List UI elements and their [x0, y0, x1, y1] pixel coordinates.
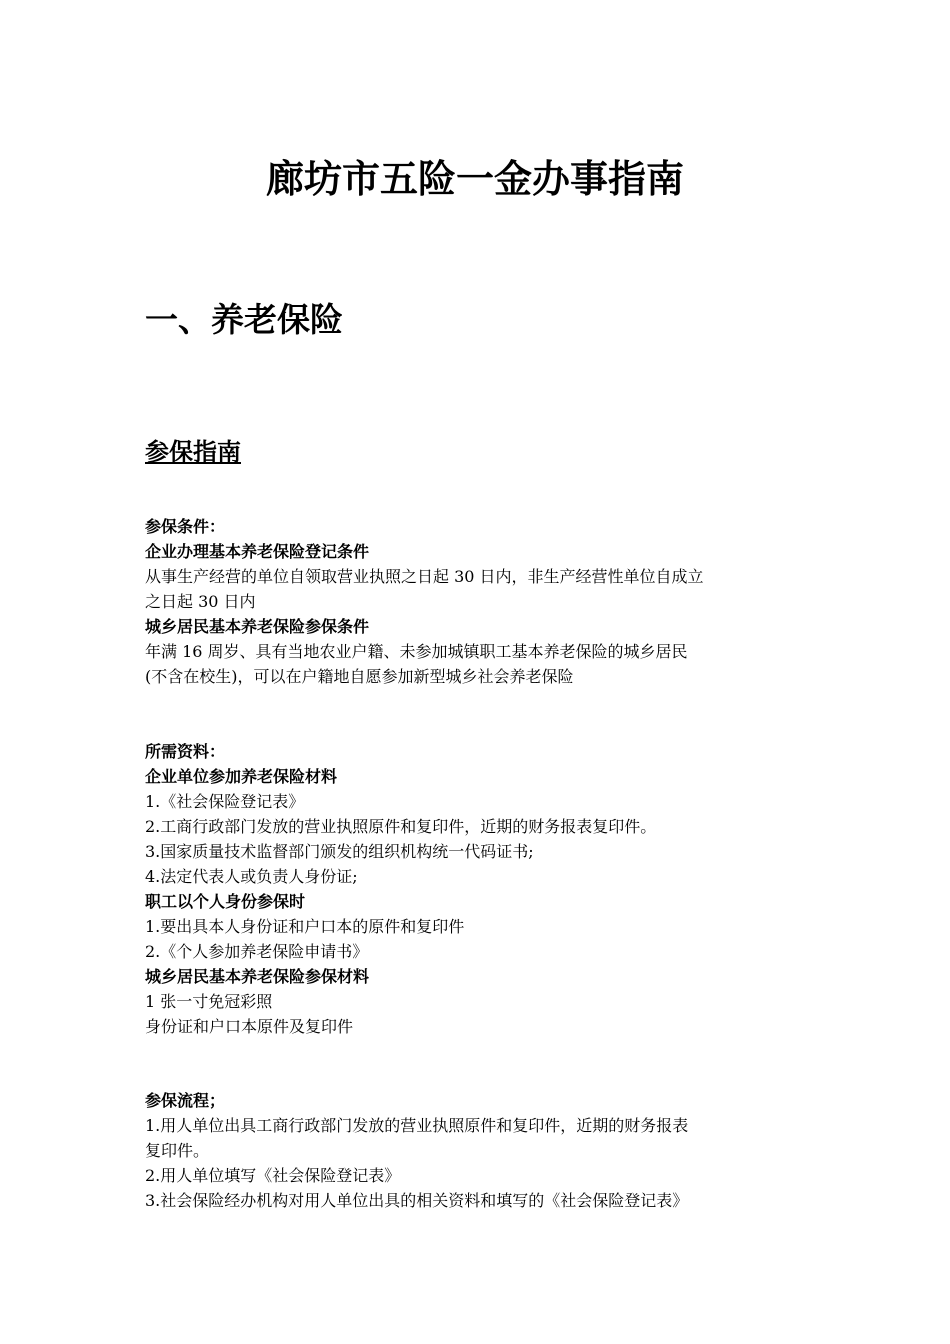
- resident-material-item: 身份证和户口本原件及复印件: [145, 1017, 354, 1036]
- resident-conditions-heading: 城乡居民基本养老保险参保条件: [145, 617, 370, 636]
- enterprise-material-item: 4.法定代表人或负责人身份证;: [145, 867, 358, 886]
- enterprise-conditions-heading: 企业办理基本养老保险登记条件: [145, 542, 370, 561]
- enterprise-material-item: 2.工商行政部门发放的营业执照原件和复印件，近期的财务报表复印件。: [145, 817, 657, 836]
- resident-materials-heading: 城乡居民基本养老保险参保材料: [145, 967, 370, 986]
- enterprise-material-item: 3.国家质量技术监督部门颁发的组织机构统一代码证书;: [145, 842, 534, 861]
- required-materials-block: [145, 739, 810, 1039]
- resident-conditions-text-2: (不含在校生)，可以在户籍地自愿参加新型城乡社会养老保险: [145, 667, 574, 686]
- document-title: 廊坊市五险一金办事指南: [265, 156, 684, 201]
- process-line: 2.用人单位填写《社会保险登记表》: [145, 1166, 401, 1185]
- enrollment-conditions-block: [145, 514, 810, 689]
- resident-conditions-text-1: 年满 16 周岁、具有当地农业户籍、未参加城镇职工基本养老保险的城乡居民: [145, 642, 688, 661]
- enterprise-conditions-text-2: 之日起 30 日内: [145, 592, 256, 611]
- individual-materials-heading: 职工以个人身份参保时: [145, 892, 306, 911]
- individual-material-item: 1.要出具本人身份证和户口本的原件和复印件: [145, 917, 465, 936]
- individual-material-item: 2.《个人参加养老保险申请书》: [145, 942, 369, 961]
- resident-material-item: 1 张一寸免冠彩照: [145, 992, 273, 1011]
- conditions-label: 参保条件：: [145, 517, 226, 536]
- enterprise-material-item: 1.《社会保险登记表》: [145, 792, 305, 811]
- enterprise-conditions-text-1: 从事生产经营的单位自领取营业执照之日起 30 日内，非生产经营性单位自成立: [145, 567, 704, 586]
- materials-label: 所需资料：: [145, 742, 226, 761]
- enrollment-process-block: [145, 1088, 810, 1213]
- process-line: 复印件。: [145, 1141, 210, 1160]
- process-label: 参保流程；: [145, 1091, 226, 1110]
- process-line: 1.用人单位出具工商行政部门发放的营业执照原件和复印件，近期的财务报表: [145, 1116, 689, 1135]
- subsection-heading-enrollment-guide: 参保指南: [145, 437, 241, 466]
- process-line: 3.社会保险经办机构对用人单位出具的相关资料和填写的《社会保险登记表》: [145, 1191, 689, 1210]
- section-heading-pension-insurance: 一、养老保险: [145, 300, 343, 339]
- enterprise-materials-heading: 企业单位参加养老保险材料: [145, 767, 338, 786]
